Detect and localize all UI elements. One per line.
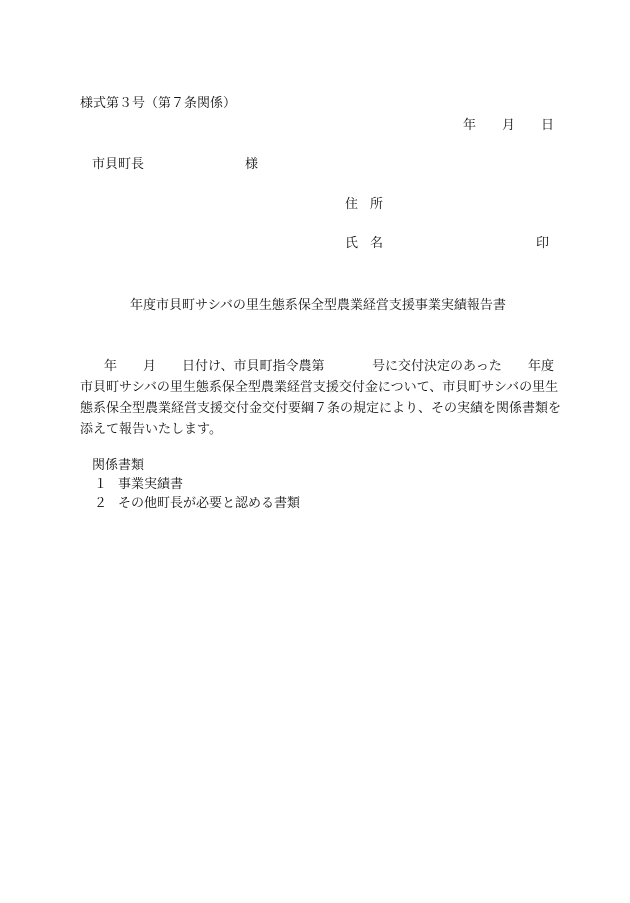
recipient-name: 市貝町長 bbox=[92, 157, 145, 172]
body-number-text: 号に交付決定のあった bbox=[372, 359, 502, 374]
document-title: 年度市貝町サシバの里生態系保全型農業経営支援事業実績報告書 bbox=[130, 298, 506, 313]
related-document-item bbox=[94, 496, 354, 512]
name-label: 氏名 bbox=[345, 236, 396, 251]
related-documents-heading: 関係書類 bbox=[92, 458, 145, 473]
date-line bbox=[455, 118, 555, 134]
form-number: 様式第３号（第７条関係） bbox=[80, 96, 237, 111]
related-document-item bbox=[94, 477, 354, 493]
body-fiscal-year-label: 年度 bbox=[528, 359, 555, 374]
body-month-label: 月 bbox=[143, 359, 157, 374]
date-month-label: 月 bbox=[502, 118, 516, 133]
body-line-3: 態系保全型農業経営支援交付金交付要綱７条の規定により、その実績を関係書類を bbox=[80, 401, 562, 416]
body-year-label: 年 bbox=[104, 359, 118, 374]
date-day-label: 日 bbox=[541, 118, 555, 133]
related-document-number: ２ bbox=[94, 496, 108, 511]
body-date-text: 日付け、市貝町指令農第 bbox=[182, 359, 325, 374]
body-paragraph bbox=[80, 356, 562, 440]
related-document-number: １ bbox=[94, 477, 108, 492]
body-line-1 bbox=[80, 356, 555, 377]
address-label: 住所 bbox=[345, 197, 396, 212]
body-line-4: 添えて報告いたします。 bbox=[80, 422, 222, 437]
related-document-text: 事業実績書 bbox=[118, 477, 184, 492]
recipient-honorific: 様 bbox=[245, 157, 259, 172]
related-document-text: その他町長が必要と認める書類 bbox=[118, 496, 301, 511]
seal-mark: 印 bbox=[536, 236, 550, 251]
date-year-label: 年 bbox=[463, 118, 477, 133]
body-line-2: 市貝町サシバの里生態系保全型農業経営支援交付金について、市貝町サシバの里生 bbox=[80, 380, 559, 395]
